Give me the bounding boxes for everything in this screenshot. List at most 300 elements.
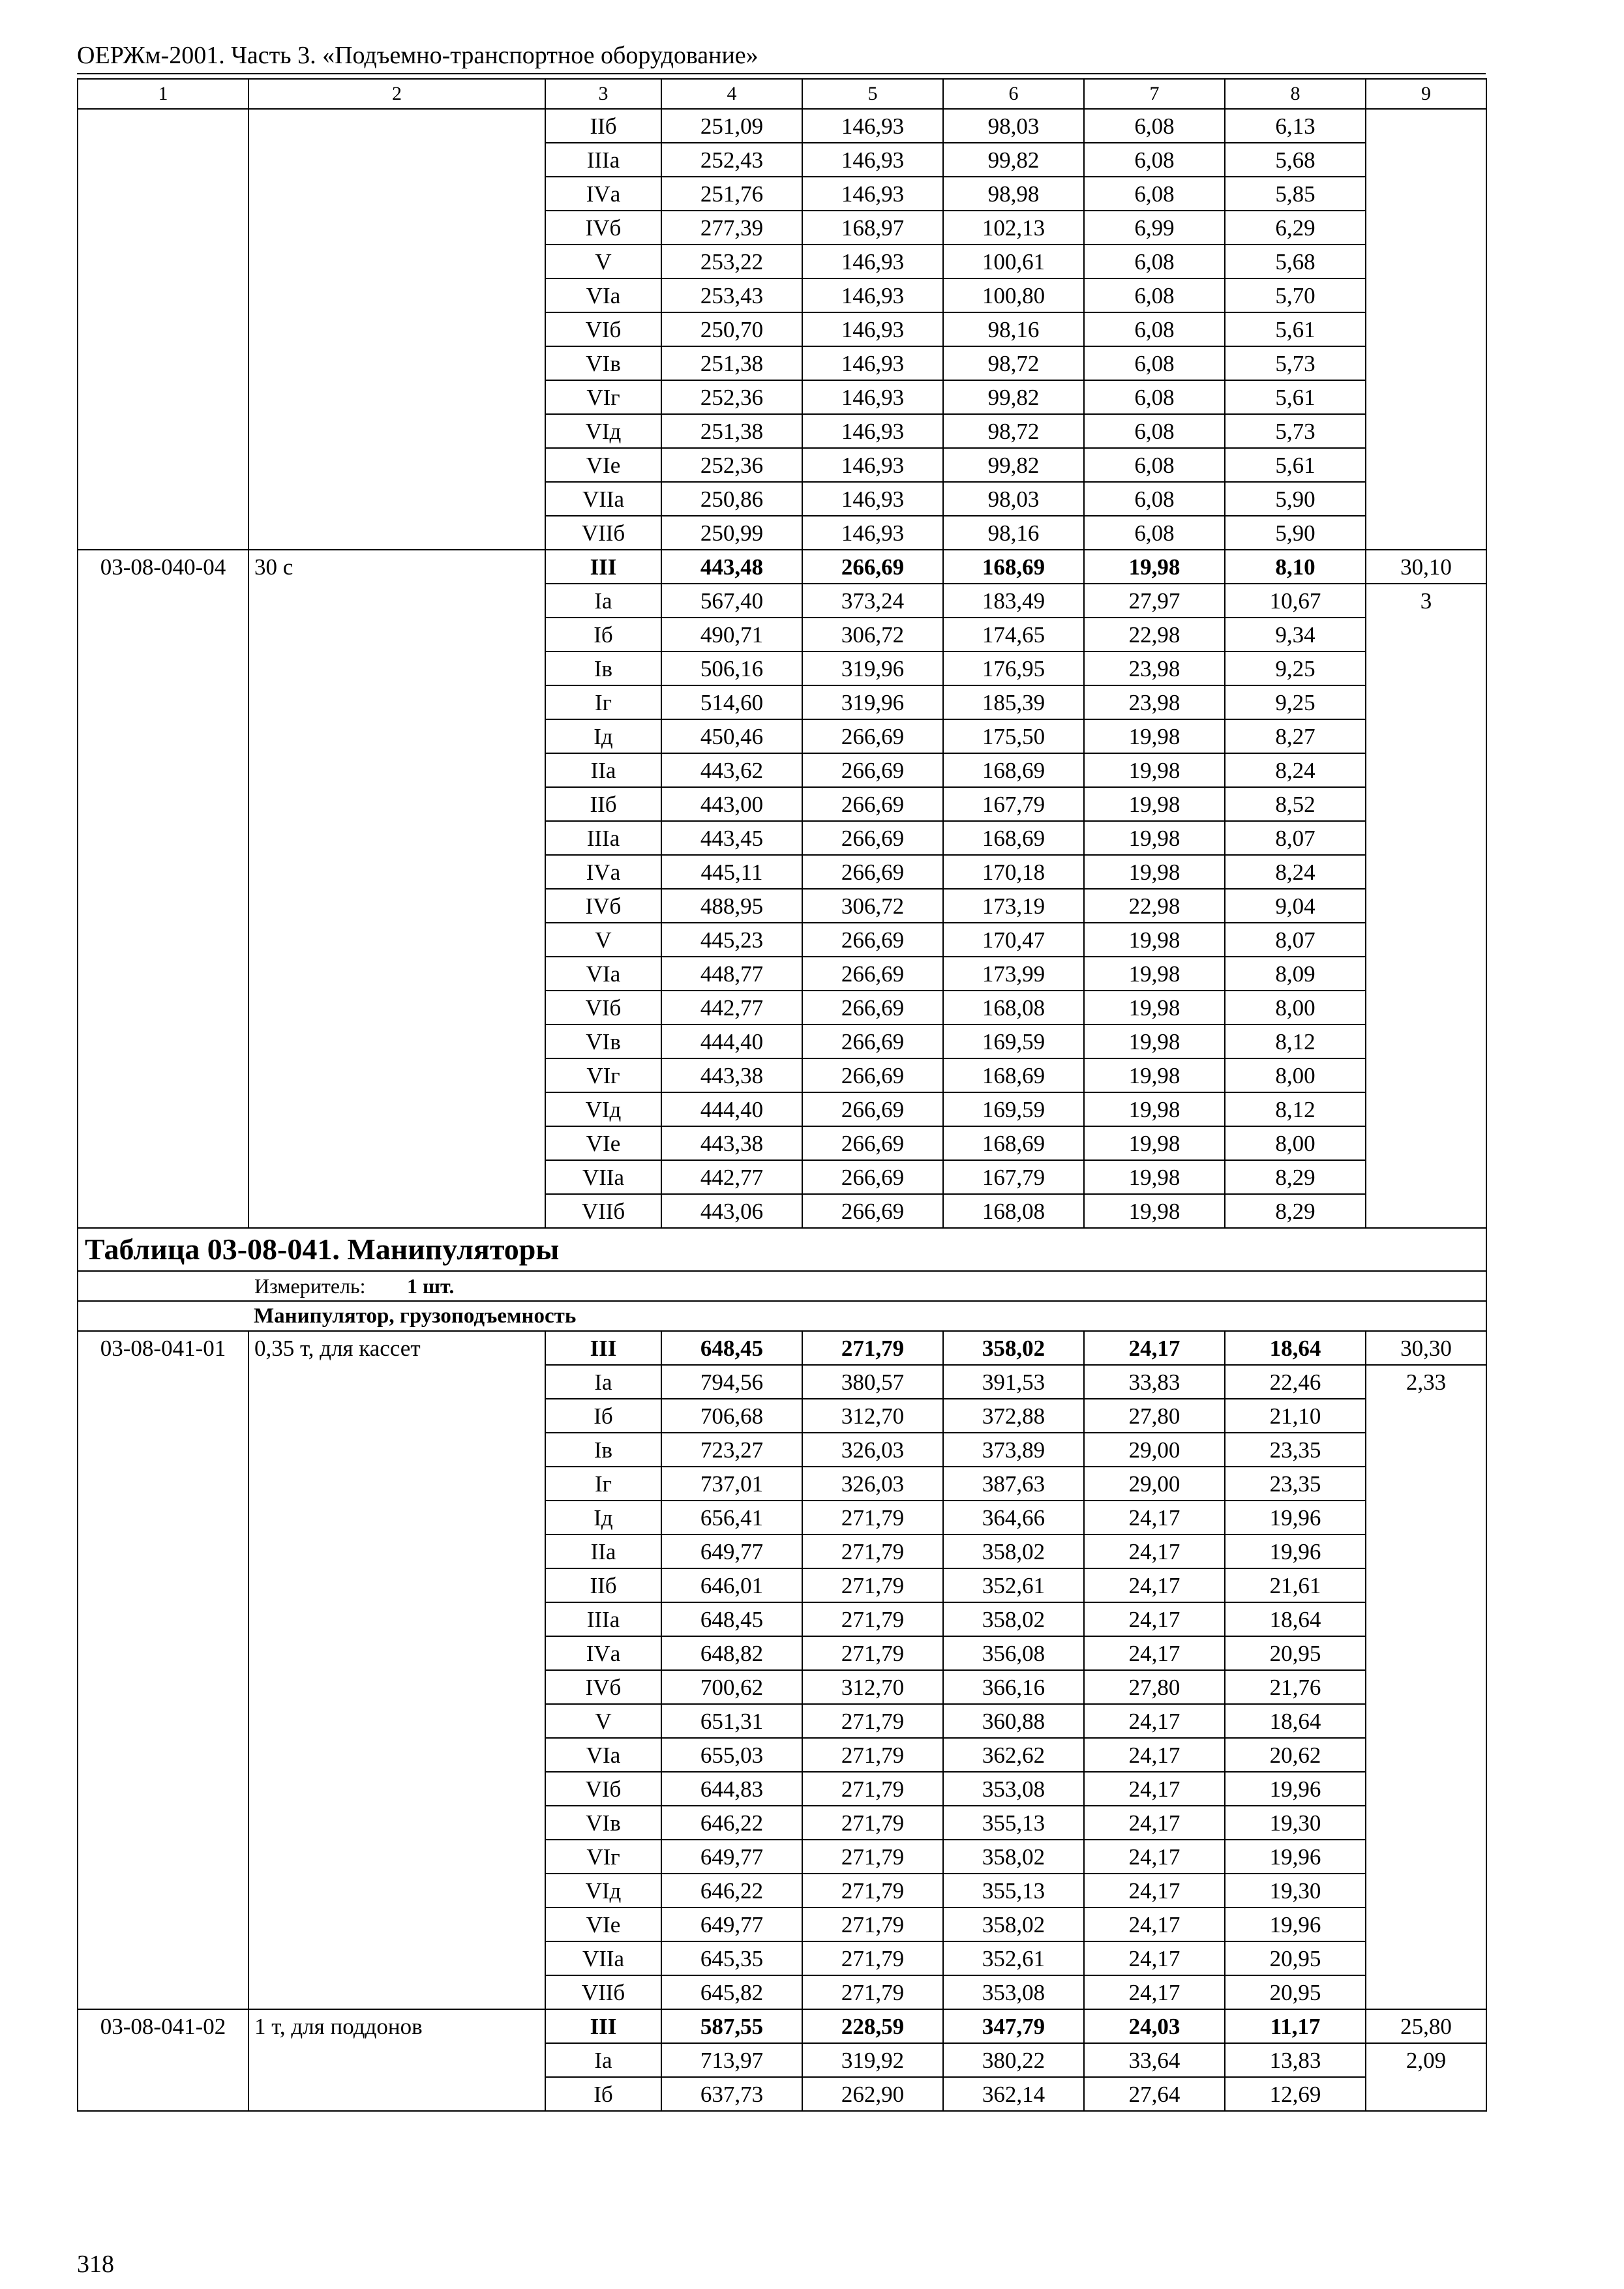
table-cell: 358,02 [943,1534,1084,1568]
table-cell: 8,29 [1225,1194,1366,1228]
table-row [78,109,1486,143]
table-cell: 12,69 [1225,2077,1366,2111]
table-cell: 19,98 [1084,787,1225,821]
table-cell: 168,69 [943,821,1084,855]
table-cell: 24,17 [1084,1840,1225,1874]
table-cell: 373,24 [802,584,943,618]
table-cell: 7 [1084,79,1225,109]
table-cell: 373,89 [943,1433,1084,1467]
table-cell: 167,79 [943,787,1084,821]
table-cell: 30,10 [1366,550,1486,584]
table-cell: 99,82 [943,448,1084,482]
table-cell: 319,92 [802,2043,943,2077]
table-cell: 445,23 [661,923,802,957]
table-cell: 655,03 [661,1738,802,1772]
table-cell: VIг [545,1058,661,1092]
table-cell: 27,80 [1084,1670,1225,1704]
table-cell: 98,03 [943,109,1084,143]
table-cell: IIб [545,787,661,821]
table-cell: 5 [802,79,943,109]
table-cell: 700,62 [661,1670,802,1704]
table-cell: 20,95 [1225,1941,1366,1975]
table-cell: Iв [545,651,661,685]
table-cell: 24,17 [1084,1908,1225,1941]
table-cell: V [545,1704,661,1738]
table-cell: 228,59 [802,2009,943,2043]
table-cell: 271,79 [802,1704,943,1738]
table-cell: 6,08 [1084,245,1225,278]
table-cell: IVб [545,1670,661,1704]
table-cell: 6,08 [1084,516,1225,550]
table-cell: 8,00 [1225,991,1366,1025]
table-cell: 442,77 [661,991,802,1025]
table-cell: 271,79 [802,1501,943,1534]
table-cell: 98,16 [943,516,1084,550]
table-title: Таблица 03-08-041. Манипуляторы [78,1228,1486,1271]
table-cell: 30,30 [1366,1331,1486,1365]
measure-value: 1 шт. [407,1274,455,1298]
table-cell: 18,64 [1225,1331,1366,1365]
table-cell: 29,00 [1084,1433,1225,1467]
table-cell: VIIб [545,1194,661,1228]
table-cell: 442,77 [661,1160,802,1194]
table-cell: 146,93 [802,346,943,380]
table-cell: Iд [545,1501,661,1534]
table-cell: 169,59 [943,1092,1084,1126]
table-cell: 271,79 [802,1975,943,2009]
table-cell: III [545,1331,661,1365]
table-cell: 271,79 [802,1331,943,1365]
table-cell: 391,53 [943,1365,1084,1399]
table-cell: 176,95 [943,651,1084,685]
table-cell: 19,98 [1084,855,1225,889]
table-cell [1366,109,1486,550]
table-cell: 380,22 [943,2043,1084,2077]
table-cell: 648,45 [661,1331,802,1365]
table-cell: 656,41 [661,1501,802,1534]
table-cell: 5,90 [1225,516,1366,550]
table-cell: 5,61 [1225,380,1366,414]
table-cell: 794,56 [661,1365,802,1399]
table-cell: VIIа [545,482,661,516]
table-cell: 18,64 [1225,1704,1366,1738]
table-cell: 4 [661,79,802,109]
table-cell: IVб [545,889,661,923]
table-cell: 506,16 [661,651,802,685]
table-cell: 23,98 [1084,651,1225,685]
table-cell: Iа [545,584,661,618]
table-cell: 444,40 [661,1092,802,1126]
table-cell: 271,79 [802,1908,943,1941]
table-cell: 644,83 [661,1772,802,1806]
measure-label: Измеритель: [254,1274,366,1298]
table-cell: 266,69 [802,787,943,821]
table-cell: 326,03 [802,1433,943,1467]
table-cell: 19,98 [1084,1025,1225,1058]
table-cell: III [545,550,661,584]
table-cell: 8,09 [1225,957,1366,991]
table-cell: 266,69 [802,1092,943,1126]
table-cell: 488,95 [661,889,802,923]
table-cell: 99,82 [943,143,1084,177]
table-cell: 2 [248,79,545,109]
section-row [78,1301,1486,1331]
table-cell: 22,98 [1084,618,1225,651]
table-cell: 587,55 [661,2009,802,2043]
table-cell: 648,45 [661,1602,802,1636]
table-cell: VIа [545,1738,661,1772]
table-cell: 266,69 [802,719,943,753]
table-cell: 6,08 [1084,278,1225,312]
table-cell: VIд [545,1092,661,1126]
table-cell: 21,61 [1225,1568,1366,1602]
table-cell: 102,13 [943,211,1084,245]
table-cell: 360,88 [943,1704,1084,1738]
table-cell: 100,61 [943,245,1084,278]
table-cell: 98,16 [943,312,1084,346]
table-cell: 2,33 [1366,1365,1486,2009]
table-cell: 19,98 [1084,1126,1225,1160]
table-cell: VIд [545,414,661,448]
table-cell: 19,96 [1225,1772,1366,1806]
table-cell: 19,96 [1225,1840,1366,1874]
table-cell: 648,82 [661,1636,802,1670]
table-cell: 11,17 [1225,2009,1366,2043]
column-number-row [78,79,1486,109]
table-cell: 19,96 [1225,1534,1366,1568]
table-cell: 448,77 [661,957,802,991]
table-cell: 98,72 [943,346,1084,380]
table-cell: 366,16 [943,1670,1084,1704]
table-cell: 24,17 [1084,1534,1225,1568]
table-cell: 326,03 [802,1467,943,1501]
table-cell: VIIб [545,516,661,550]
table-cell: 271,79 [802,1840,943,1874]
table-cell: 252,43 [661,143,802,177]
table-cell: 19,98 [1084,719,1225,753]
table-cell: 443,62 [661,753,802,787]
table-cell: 5,61 [1225,312,1366,346]
table-cell: Iб [545,1399,661,1433]
table-cell: 168,69 [943,1058,1084,1092]
table-cell: 8 [1225,79,1366,109]
table-cell: 5,61 [1225,448,1366,482]
table-cell: 146,93 [802,380,943,414]
table-cell: 358,02 [943,1331,1084,1365]
table-cell: 1 [78,79,248,109]
table-cell: VIа [545,278,661,312]
table-cell: 266,69 [802,550,943,584]
table-cell: IIа [545,753,661,787]
table-cell: 251,09 [661,109,802,143]
table-cell: 252,36 [661,380,802,414]
table-cell: 353,08 [943,1975,1084,2009]
table-cell: VIIа [545,1941,661,1975]
table-cell: 173,99 [943,957,1084,991]
table-cell: 5,90 [1225,482,1366,516]
table-cell: 146,93 [802,312,943,346]
table-cell: 271,79 [802,1772,943,1806]
table-cell: 358,02 [943,1908,1084,1941]
table-cell: 251,38 [661,346,802,380]
table-cell: Iб [545,2077,661,2111]
table-cell: 23,35 [1225,1433,1366,1467]
table-cell: 174,65 [943,618,1084,651]
table-cell: 19,96 [1225,1908,1366,1941]
table-cell: 146,93 [802,516,943,550]
table-cell [78,109,248,550]
table-cell: 306,72 [802,618,943,651]
table-cell: 312,70 [802,1399,943,1433]
table-cell: 5,68 [1225,143,1366,177]
table-cell: 19,98 [1084,923,1225,957]
table-cell: 100,80 [943,278,1084,312]
table-cell: 387,63 [943,1467,1084,1501]
table-cell: 312,70 [802,1670,943,1704]
table-cell: 19,96 [1225,1501,1366,1534]
table-cell: 99,82 [943,380,1084,414]
table-cell: 347,79 [943,2009,1084,2043]
table-cell: IIIа [545,821,661,855]
table-cell: 271,79 [802,1534,943,1568]
table-cell: 168,69 [943,550,1084,584]
table-cell: VIе [545,448,661,482]
table-cell: Iа [545,1365,661,1399]
table-cell: VIе [545,1126,661,1160]
table-cell: 271,79 [802,1636,943,1670]
table-cell: 21,76 [1225,1670,1366,1704]
table-cell: IVа [545,1636,661,1670]
table-cell: 98,98 [943,177,1084,211]
table-cell: 20,95 [1225,1636,1366,1670]
table-cell: 9,25 [1225,685,1366,719]
table-cell: 645,82 [661,1975,802,2009]
table-cell: 352,61 [943,1568,1084,1602]
table-cell: 0,35 т, для кассет [248,1331,545,2009]
table-cell: VIв [545,346,661,380]
measure-row [78,1271,1486,1301]
table-cell: IVа [545,177,661,211]
table-cell: 24,03 [1084,2009,1225,2043]
table-cell: 319,96 [802,651,943,685]
table-cell: 266,69 [802,821,943,855]
table-cell: 98,72 [943,414,1084,448]
table-cell: IIб [545,109,661,143]
table-cell: 27,64 [1084,2077,1225,2111]
table-cell: 19,98 [1084,753,1225,787]
table-cell: 173,19 [943,889,1084,923]
table-cell: V [545,245,661,278]
table-cell: 5,85 [1225,177,1366,211]
table-cell: 443,38 [661,1058,802,1092]
running-header: ОЕРЖм-2001. Часть 3. «Подъемно-транспортное оборудование» [77,42,759,69]
table-cell: 266,69 [802,1194,943,1228]
table-cell: 443,38 [661,1126,802,1160]
table-cell: 713,97 [661,2043,802,2077]
table-cell: 266,69 [802,923,943,957]
table-cell: 9,25 [1225,651,1366,685]
table-cell: 355,13 [943,1806,1084,1840]
table-cell: 2,09 [1366,2043,1486,2111]
table-cell: 19,30 [1225,1806,1366,1840]
table-cell: 737,01 [661,1467,802,1501]
table-cell: VIб [545,991,661,1025]
table-cell: 170,47 [943,923,1084,957]
table-cell: Iб [545,618,661,651]
table-cell: 646,01 [661,1568,802,1602]
table-cell: 168,97 [802,211,943,245]
table-cell: 372,88 [943,1399,1084,1433]
table-cell: 183,49 [943,584,1084,618]
table-cell: V [545,923,661,957]
table-cell: 352,61 [943,1941,1084,1975]
table-cell: 19,30 [1225,1874,1366,1908]
table-cell: 21,10 [1225,1399,1366,1433]
table-cell: 19,98 [1084,957,1225,991]
table-cell: 33,64 [1084,2043,1225,2077]
table-cell: 6,08 [1084,414,1225,448]
table-cell: 146,93 [802,143,943,177]
table-cell: 8,00 [1225,1058,1366,1092]
table-cell: 649,77 [661,1534,802,1568]
table-cell: 169,59 [943,1025,1084,1058]
table-cell: 646,22 [661,1874,802,1908]
table-cell: VIа [545,957,661,991]
table-cell: VIе [545,1908,661,1941]
table-cell: 5,68 [1225,245,1366,278]
table-cell: 22,46 [1225,1365,1366,1399]
table-cell: 168,08 [943,1194,1084,1228]
table-cell: 250,99 [661,516,802,550]
table-cell: 271,79 [802,1568,943,1602]
table-cell: 24,17 [1084,1806,1225,1840]
table-cell: 649,77 [661,1908,802,1941]
table-cell: 24,17 [1084,1602,1225,1636]
table-cell: 168,69 [943,1126,1084,1160]
table-cell: 8,12 [1225,1092,1366,1126]
table-cell: 319,96 [802,685,943,719]
table-cell: 8,24 [1225,753,1366,787]
table-cell: 168,69 [943,753,1084,787]
table-cell [248,109,545,550]
table-cell: 8,29 [1225,1160,1366,1194]
table-cell: 649,77 [661,1840,802,1874]
table-cell: 8,12 [1225,1025,1366,1058]
table-cell: 8,52 [1225,787,1366,821]
table-cell: IIIа [545,1602,661,1636]
table-cell: 6,08 [1084,380,1225,414]
table-cell: 6 [943,79,1084,109]
table-cell: Iа [545,2043,661,2077]
table-cell: 253,22 [661,245,802,278]
table-cell: 277,39 [661,211,802,245]
table-cell: 24,17 [1084,1568,1225,1602]
table-cell: 271,79 [802,1738,943,1772]
table-cell: 567,40 [661,584,802,618]
table-cell: 251,38 [661,414,802,448]
table-cell: 250,70 [661,312,802,346]
table-cell: VIIб [545,1975,661,2009]
table-cell: 29,00 [1084,1467,1225,1501]
table-cell: 6,08 [1084,177,1225,211]
table-cell: 23,98 [1084,685,1225,719]
table-cell: 19,98 [1084,1092,1225,1126]
table-cell: 168,08 [943,991,1084,1025]
table-cell: 6,13 [1225,109,1366,143]
table-cell: 252,36 [661,448,802,482]
table-cell: 450,46 [661,719,802,753]
table-cell: 6,08 [1084,346,1225,380]
table-cell: Iг [545,1467,661,1501]
table-cell: VIв [545,1806,661,1840]
table-cell: 266,69 [802,855,943,889]
table-cell: 353,08 [943,1772,1084,1806]
table-cell: 170,18 [943,855,1084,889]
table-cell: 723,27 [661,1433,802,1467]
table-cell: 146,93 [802,448,943,482]
table-cell: 362,62 [943,1738,1084,1772]
table-cell: 03-08-041-01 [78,1331,248,2009]
table-cell: 8,10 [1225,550,1366,584]
table-cell: 8,27 [1225,719,1366,753]
table-cell: 6,29 [1225,211,1366,245]
table-cell: 19,98 [1084,550,1225,584]
table-cell: 250,86 [661,482,802,516]
table-cell: 364,66 [943,1501,1084,1534]
table-cell: IIIа [545,143,661,177]
section-heading: Манипулятор, грузоподъемность [78,1301,1486,1331]
table-cell: 175,50 [943,719,1084,753]
table-cell: 6,08 [1084,109,1225,143]
table-cell: IIа [545,1534,661,1568]
table-cell: 251,76 [661,177,802,211]
table-cell: 8,07 [1225,821,1366,855]
table-cell: 5,70 [1225,278,1366,312]
table-cell: 24,17 [1084,1738,1225,1772]
table-cell: 33,83 [1084,1365,1225,1399]
table-cell: 10,67 [1225,584,1366,618]
table-row-main [78,550,1486,584]
table-cell: 266,69 [802,1160,943,1194]
table-cell: 19,98 [1084,991,1225,1025]
table-cell: 23,35 [1225,1467,1366,1501]
table-cell: IVа [545,855,661,889]
table-cell: 646,22 [661,1806,802,1840]
table-cell: 24,17 [1084,1772,1225,1806]
table-cell: 266,69 [802,1058,943,1092]
header-rule [77,73,1486,74]
table-cell: IIб [545,1568,661,1602]
table-cell: 443,06 [661,1194,802,1228]
table-cell: 443,45 [661,821,802,855]
table-cell: 13,83 [1225,2043,1366,2077]
table-cell: 24,17 [1084,1501,1225,1534]
table-cell: 20,95 [1225,1975,1366,2009]
table-cell: 645,35 [661,1941,802,1975]
table-cell: 24,17 [1084,1636,1225,1670]
table-cell: 6,08 [1084,482,1225,516]
table-cell: 03-08-041-02 [78,2009,248,2111]
table-cell: 146,93 [802,482,943,516]
table-cell: 271,79 [802,1941,943,1975]
table-cell: VIв [545,1025,661,1058]
table-cell: 1 т, для поддонов [248,2009,545,2111]
table-cell: 253,43 [661,278,802,312]
table-row-main [78,1331,1486,1365]
table-cell: 706,68 [661,1399,802,1433]
table-cell: 03-08-040-04 [78,550,248,1228]
table-cell: 490,71 [661,618,802,651]
